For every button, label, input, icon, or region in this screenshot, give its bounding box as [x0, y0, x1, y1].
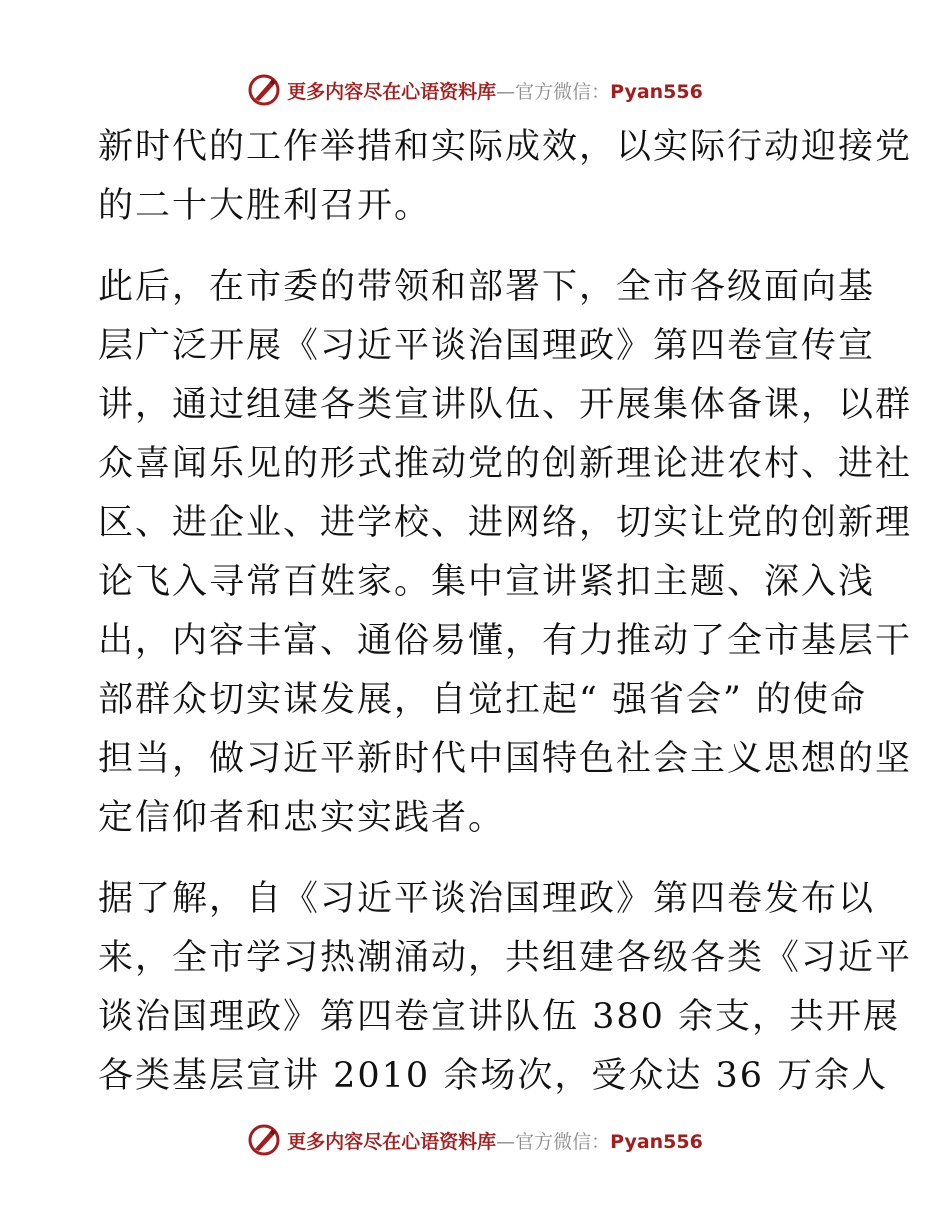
text-line: 讲，通过组建各类宣讲队伍、开展集体备课，以群 [98, 385, 913, 425]
text-line: 各类基层宣讲 2010 余场次，受众达 36 万余人 [98, 1056, 889, 1096]
pen-logo-icon [247, 1123, 281, 1157]
watermark-wechat-label: 官方微信： [515, 80, 611, 103]
text-line: 据了解，自《习近平谈治国理政》第四卷发布以 [98, 879, 876, 919]
text-line: 出，内容丰富、通俗易懂，有力推动了全市基层干 [98, 621, 913, 661]
watermark-group [247, 1123, 703, 1157]
text-line: 论飞入寻常百姓家。集中宣讲紧扣主题、深入浅 [98, 562, 876, 602]
watermark-site-text: 更多内容尽在心语资料库 [287, 1130, 497, 1153]
watermark-separator: — [496, 80, 516, 103]
watermark-wechat-id: Pyan556 [610, 80, 703, 103]
text-line: 区、进企业、进学校、进网络，切实让党的创新理 [98, 503, 913, 543]
paragraph-3 [98, 870, 913, 1106]
text-line: 谈治国理政》第四卷宣讲队伍 380 余支，共开展 [98, 997, 901, 1037]
paragraph-1 [98, 118, 913, 236]
text-line: 担当，做习近平新时代中国特色社会主义思想的坚 [98, 739, 913, 779]
pen-logo-icon [247, 73, 281, 107]
text-line: 此后，在市委的带领和部署下，全市各级面向基 [98, 267, 876, 307]
watermark-wechat-label: 官方微信： [515, 1130, 611, 1153]
watermark-wechat-id: Pyan556 [610, 1130, 703, 1153]
watermark-separator: — [496, 1130, 516, 1153]
footer-watermark [0, 1120, 950, 1160]
watermark-site-text: 更多内容尽在心语资料库 [287, 80, 497, 103]
text-line: 定信仰者和忠实实践者。 [98, 798, 506, 838]
text-line: 部群众切实谋发展，自觉扛起“ 强省会” 的使命 [98, 680, 868, 720]
watermark-group [247, 73, 703, 107]
text-line: 的二十大胜利召开。 [98, 186, 432, 226]
paragraph-2 [98, 258, 913, 848]
text-line: 新时代的工作举措和实际成效，以实际行动迎接党 [98, 127, 913, 167]
text-line: 层广泛开展《习近平谈治国理政》第四卷宣传宣 [98, 326, 876, 366]
document-body [98, 118, 913, 1128]
text-line: 众喜闻乐见的形式推动党的创新理论进农村、进社 [98, 444, 913, 484]
watermark-text [287, 1127, 703, 1154]
header-watermark [0, 70, 950, 110]
watermark-text [287, 77, 703, 104]
text-line: 来，全市学习热潮涌动，共组建各级各类《习近平 [98, 938, 913, 978]
